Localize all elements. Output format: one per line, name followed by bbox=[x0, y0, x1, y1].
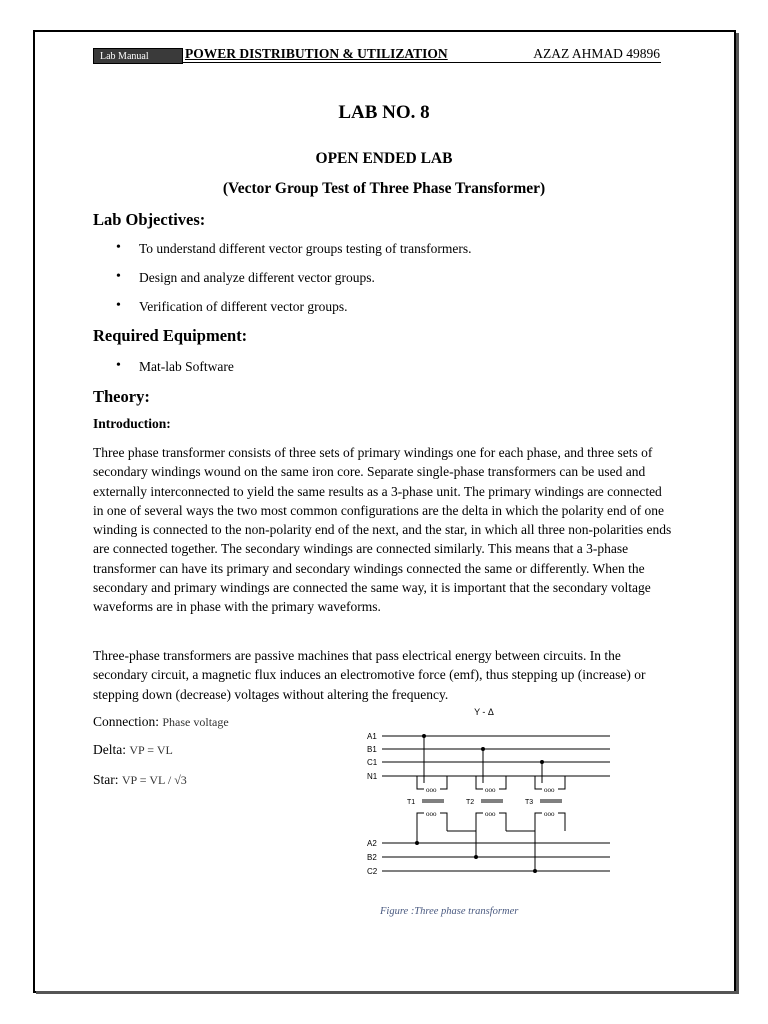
delta-value: VP = VL bbox=[129, 743, 173, 757]
transformer-t1 bbox=[417, 783, 447, 823]
line-label-c1: C1 bbox=[367, 758, 378, 767]
introduction-heading: Introduction: bbox=[93, 416, 171, 431]
delta-row bbox=[93, 742, 173, 758]
connection-value: Phase voltage bbox=[162, 715, 229, 729]
transformer-t3 bbox=[535, 783, 565, 823]
equipment-heading: Required Equipment: bbox=[93, 326, 248, 345]
line-label-b1: B1 bbox=[367, 745, 377, 754]
page-border-shadow bbox=[36, 991, 738, 994]
course-title: POWER DISTRIBUTION & UTILIZATION bbox=[185, 46, 448, 61]
equipment-list bbox=[93, 359, 234, 388]
secondary-lines bbox=[367, 839, 610, 876]
line-label-a1: A1 bbox=[367, 732, 377, 741]
header-rule bbox=[183, 62, 661, 63]
figure-caption: Figure :Three phase transformer bbox=[380, 906, 519, 917]
list-item: • Mat-lab Software bbox=[93, 359, 234, 388]
list-item: • To understand different vector groups testing of transformers. bbox=[93, 241, 471, 270]
author-name: AZAZ AHMAD 49896 bbox=[533, 46, 660, 61]
delta-interconnect bbox=[416, 823, 566, 873]
objectives-list bbox=[93, 241, 471, 328]
star-label: Star: bbox=[93, 772, 119, 787]
primary-taps bbox=[417, 735, 565, 784]
transformer-label-t3: T3 bbox=[525, 799, 534, 806]
svg-text:ooo: ooo bbox=[426, 786, 437, 794]
svg-text:ooo: ooo bbox=[426, 810, 437, 818]
star-value: VP = VL / √3 bbox=[121, 773, 187, 787]
svg-text:ooo: ooo bbox=[485, 810, 496, 818]
lab-manual-badge: Lab Manual bbox=[93, 48, 183, 64]
transformer-diagram bbox=[362, 703, 622, 885]
page-border-shadow-right bbox=[736, 33, 739, 994]
theory-heading: Theory: bbox=[93, 387, 150, 406]
svg-text:ooo: ooo bbox=[544, 786, 555, 794]
primary-lines bbox=[367, 732, 610, 781]
theory-paragraph-1: Three phase transformer consists of three sets of primary windings one for each phase, and three sets of secondary windings wound on the same iron core. Separate single-phase transformers can be used and externally interconnected to yield the same results as a 3-phase unit. The primary windings are connected in one of several ways the two most common configurations are the delta in which the polarity end of one winding is connected to the non-polarity end of the next, and the star, in which all three non-polarities ends are connected together. The secondary windings are connected similarly. This means that a 3-phase transformer can have its primary and secondary windings connected the same or differently. When the secondary and primary windings are connected the same way, it is important that the secondary voltage waveforms are in phase with the primary waveforms. bbox=[93, 445, 672, 615]
delta-label: Delta: bbox=[93, 742, 126, 757]
line-label-c2: C2 bbox=[367, 867, 378, 876]
svg-text:ooo: ooo bbox=[544, 810, 555, 818]
theory-paragraph-2: Three-phase transformers are passive machines that pass electrical energy between circuits. In the secondary circuit, a magnetic flux induces an electromotive force (emf), thus stepping up (increase) or stepping down (decrease) voltages without altering the frequency. bbox=[93, 648, 646, 702]
connection-row bbox=[93, 714, 229, 730]
line-label-b2: B2 bbox=[367, 853, 377, 862]
list-item: • Verification of different vector groups. bbox=[93, 299, 471, 328]
list-item: • Design and analyze different vector groups. bbox=[93, 270, 471, 299]
transformer-t2 bbox=[476, 783, 506, 823]
star-row bbox=[93, 772, 187, 788]
line-label-n1: N1 bbox=[367, 772, 378, 781]
lab-topic: (Vector Group Test of Three Phase Transformer) bbox=[222, 180, 546, 197]
line-label-a2: A2 bbox=[367, 839, 377, 848]
svg-text:ooo: ooo bbox=[485, 786, 496, 794]
diagram-title: Y - Δ bbox=[474, 707, 494, 717]
connection-label: Connection: bbox=[93, 714, 159, 729]
transformer-label-t2: T2 bbox=[466, 799, 475, 806]
page-header bbox=[93, 46, 663, 66]
lab-number: LAB NO. 8 bbox=[338, 102, 430, 123]
lab-subtitle: OPEN ENDED LAB bbox=[315, 150, 453, 167]
objectives-heading: Lab Objectives: bbox=[93, 210, 206, 229]
transformer-label-t1: T1 bbox=[407, 799, 416, 806]
